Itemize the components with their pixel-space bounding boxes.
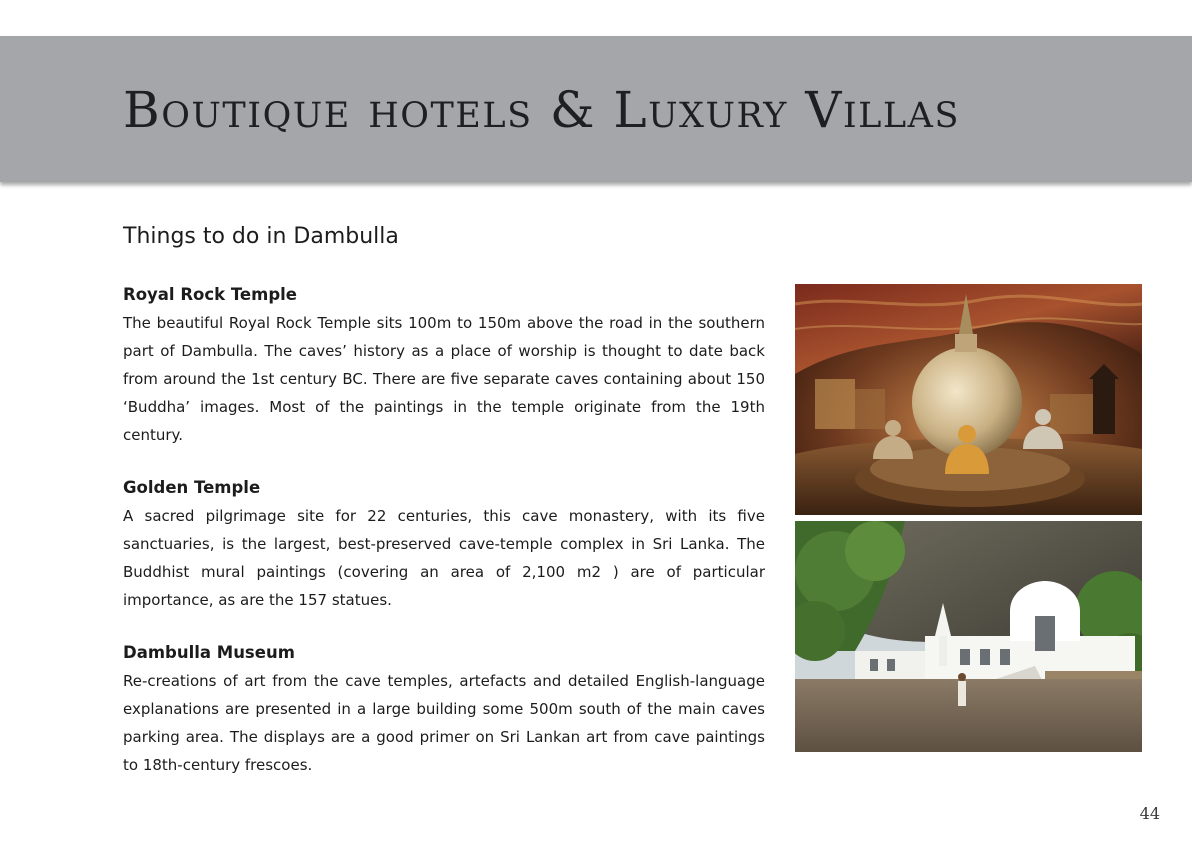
golden-temple-photo (795, 521, 1142, 752)
golden-temple-image (795, 521, 1142, 752)
item-heading: Golden Temple (123, 478, 261, 497)
page-title: Boutique hotels & Luxury Villas (123, 81, 960, 139)
things-to-do-list (123, 281, 765, 804)
section-title: Things to do in Dambulla (123, 224, 399, 249)
item-heading: Royal Rock Temple (123, 285, 297, 304)
item-description: A sacred pilgrimage site for 22 centuries, this cave monastery, with its five sanctuaries, is the largest, best-preserved cave-temple complex in Sri Lanka. The Buddhist mural paintings (covering an area of 2,100 m2 ) are of particular importance, as are the 157 statues. (123, 507, 765, 609)
item-description: The beautiful Royal Rock Temple sits 100m to 150m above the road in the southern part of Dambulla. The caves’ history as a place of worship is thought to date back from around the 1st century BC. There are five separate caves containing about 150 ‘Buddha’ images. Most of the paintings in the temple originate from the 19th century. (123, 314, 765, 444)
item-royal-rock-temple (123, 281, 765, 449)
cave-temple-image (795, 284, 1142, 515)
cave-temple-photo (795, 284, 1142, 515)
item-dambulla-museum (123, 639, 765, 779)
page-number: 44 (1139, 804, 1160, 823)
item-description: Re-creations of art from the cave temples, artefacts and detailed English-language explanations are presented in a large building some 500m south of the main caves parking area. The displays are a good primer on Sri Lankan art from cave paintings to 18th-century frescoes. (123, 672, 765, 774)
item-golden-temple (123, 474, 765, 614)
item-heading: Dambulla Museum (123, 643, 295, 662)
